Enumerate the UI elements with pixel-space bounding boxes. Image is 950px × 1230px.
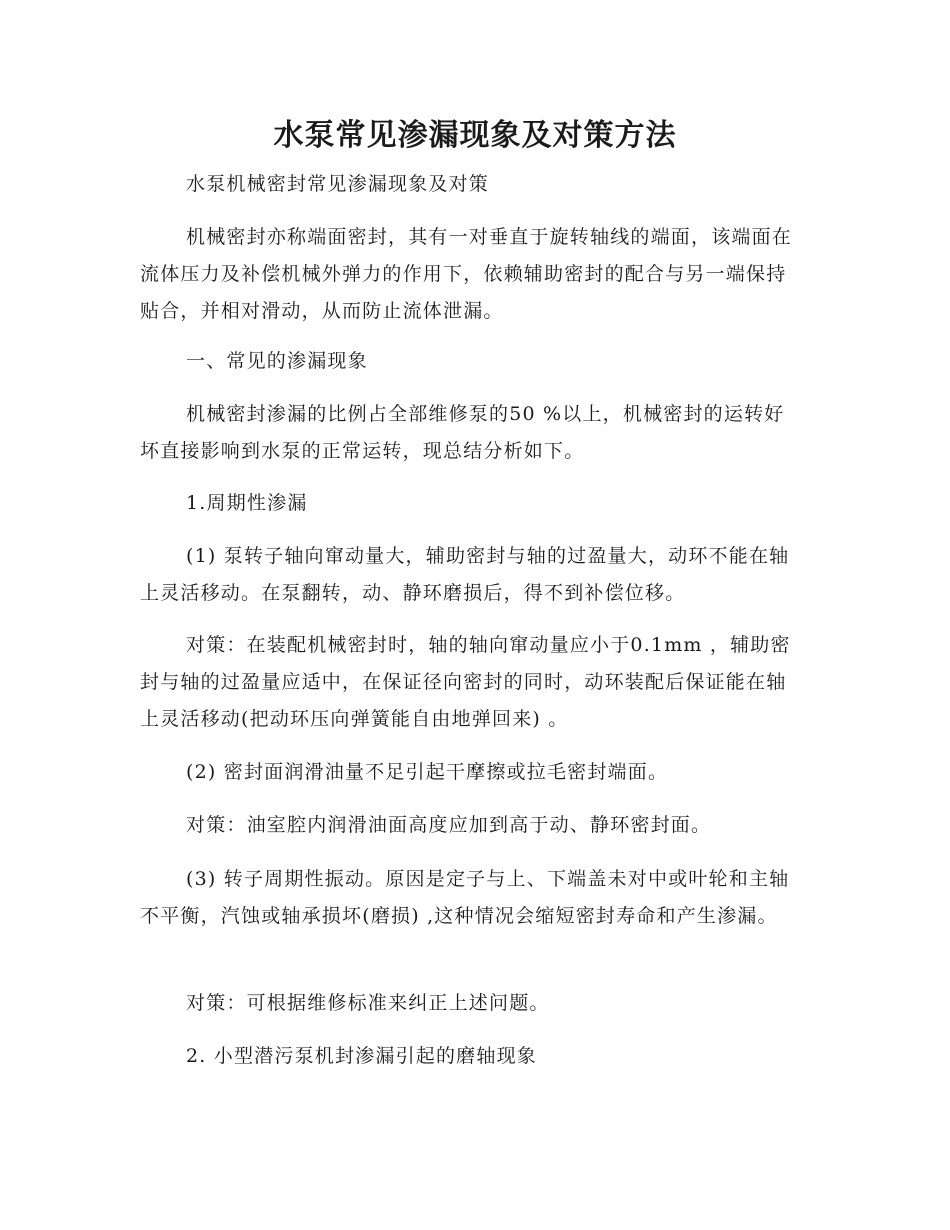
- subheading-shaft-wear: 2. 小型潜污泵机封渗漏引起的磨轴现象: [186, 1045, 537, 1067]
- paragraph-subtitle: 水泵机械密封常见渗漏现象及对策: [186, 173, 490, 195]
- subheading-periodic-leak: 1.周期性渗漏: [186, 492, 308, 514]
- paragraph-definition: 机械密封亦称端面密封，其有一对垂直于旋转轴线的端面，该端面在流体压力及补偿机械外弹力的作用下，依赖辅助密封的配合与另一端保持贴合，并相对滑动，从而防止流体泄漏。: [140, 226, 793, 322]
- paragraph-item-3: (3) 转子周期性振动。原因是定子与上、下端盖未对中或叶轮和主轴不平衡，汽蚀或轴承损坏(磨损) ,这种情况会缩短密封寿命和产生渗漏。: [140, 868, 790, 927]
- paragraph-countermeasure-1: 对策：在装配机械密封时，轴的轴向窜动量应小于0.1mm ，辅助密封与轴的过盈量应适中，在保证径向密封的同时，动环装配后保证能在轴上灵活移动(把动环压向弹簧能自由地弹回来) 。: [140, 634, 791, 730]
- paragraph-countermeasure-2: 对策：油室腔内润滑油面高度应加到高于动、静环密封面。: [186, 814, 712, 836]
- paragraph-item-2: (2) 密封面润滑油量不足引起干摩擦或拉毛密封端面。: [186, 761, 669, 783]
- document-title: 水泵常见渗漏现象及对策方法: [273, 118, 677, 153]
- section-heading-common-leaks: 一、常见的渗漏现象: [186, 350, 368, 372]
- paragraph-leak-ratio: 机械密封渗漏的比例占全部维修泵的50 %以上，机械密封的运转好坏直接影响到水泵的正常运转，现总结分析如下。: [140, 403, 785, 462]
- paragraph-countermeasure-3: 对策：可根据维修标准来纠正上述问题。: [186, 992, 550, 1014]
- paragraph-item-1: (1) 泵转子轴向窜动量大，辅助密封与轴的过盈量大，动环不能在轴上灵活移动。在泵翻转，动、静环磨损后，得不到补偿位移。: [140, 545, 790, 604]
